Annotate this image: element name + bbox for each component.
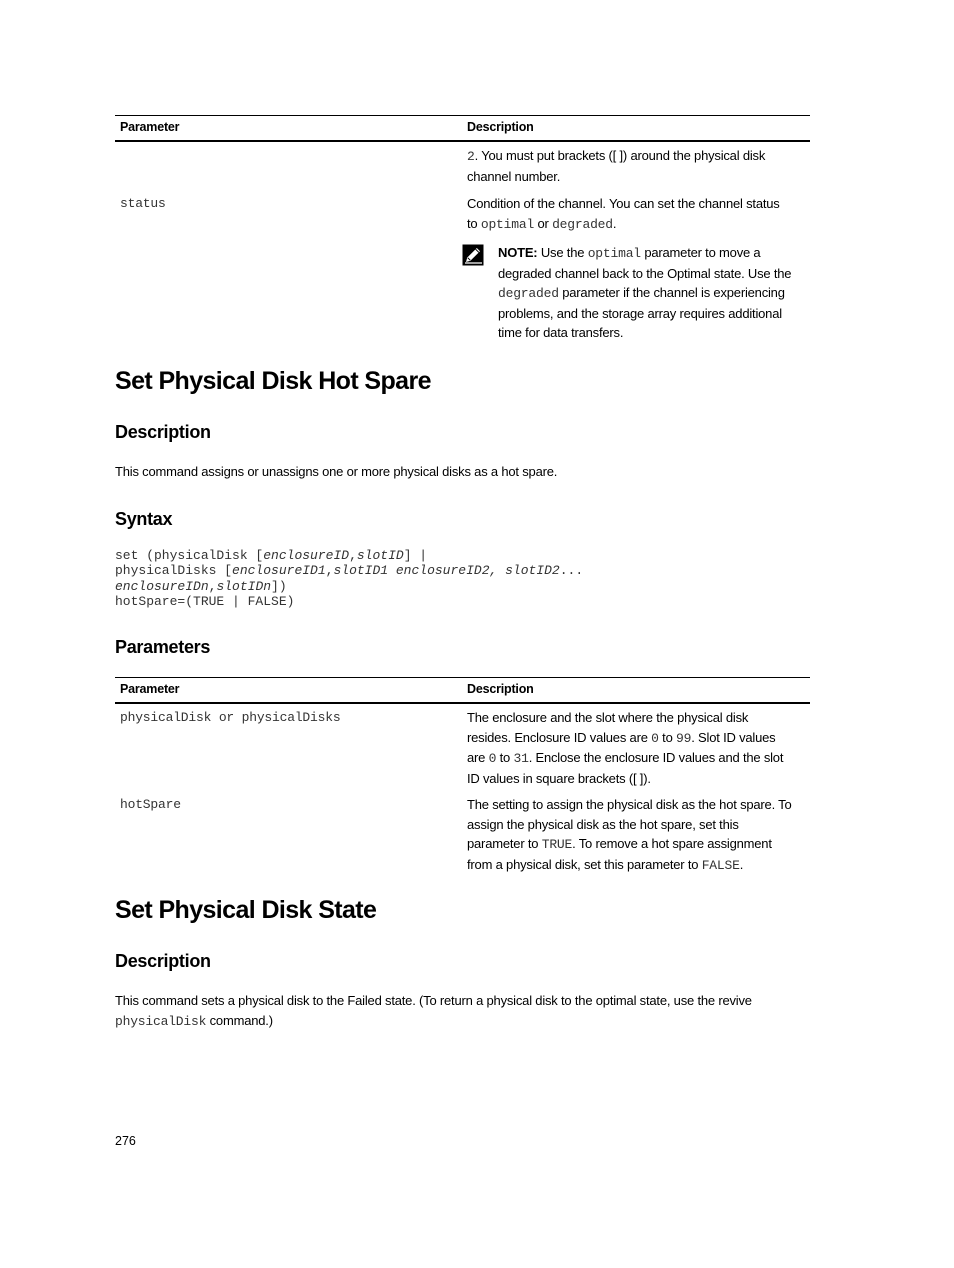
note-text: NOTE: Use the optimal parameter to move a degraded channel back to the Optimal state. Use the degraded parameter if the channel is experiencing problems, and the storage array requires additional time for data transfers. [498,245,792,340]
description-heading-2: Description [115,951,211,971]
table1-header-rule [115,140,810,142]
page-number: 276 [115,1134,136,1148]
description-text: This command assigns or unassigns one or more physical disks as a hot spare. [115,464,558,479]
description-text-2: This command sets a physical disk to the Failed state. (To return a physical disk to the optimal state, use the revive physicalDisk command.) [115,993,752,1029]
table2-row2-parameter: hotSpare [120,797,181,812]
code-value: 2 [467,149,475,164]
section-title-hot-spare: Set Physical Disk Hot Spare [115,367,431,395]
note-label: NOTE: [498,245,538,260]
table1-row1-description: 2. You must put brackets ([ ]) around the physical disk channel number. [467,148,766,184]
table1-header-description: Description [467,120,534,134]
table2-row1-parameter: physicalDisk or physicalDisks [120,710,341,725]
syntax-heading: Syntax [115,509,173,529]
table2-header-description: Description [467,682,534,696]
pencil-note-icon [462,244,484,266]
section-title-disk-state: Set Physical Disk State [115,896,377,924]
description-heading: Description [115,422,211,442]
table1-header-parameter: Parameter [120,120,180,134]
parameters-heading: Parameters [115,637,211,657]
table1-row2-parameter: status [120,196,166,211]
table2-row2-description: The setting to assign the physical disk as the hot spare. To assign the physical disk as the hot spare, set this parameter to TRUE. To remove a hot spare assignment from a physical disk, set this parameter to FALSE. [467,797,792,873]
table1-row2-description: Condition of the channel. You can set the channel status to optimal or degraded. [467,196,780,232]
table2-header-rule [115,702,810,704]
syntax-code-block: set (physicalDisk [enclosureID,slotID] | physicalDisks [enclosureID1,slotID1 enclosureID2, slotID2... enclosureIDn,slotIDn]) hotSpare=(TRUE | FALSE) [115,548,584,609]
table1-top-rule [115,115,810,116]
table2-header-parameter: Parameter [120,682,180,696]
table2-row1-description: The enclosure and the slot where the physical disk resides. Enclosure ID values are 0 to 99. Slot ID values are 0 to 31. Enclose the enclosure ID values and the slot ID values in square brackets ([ ]). [467,710,784,786]
table2-top-rule [115,677,810,678]
